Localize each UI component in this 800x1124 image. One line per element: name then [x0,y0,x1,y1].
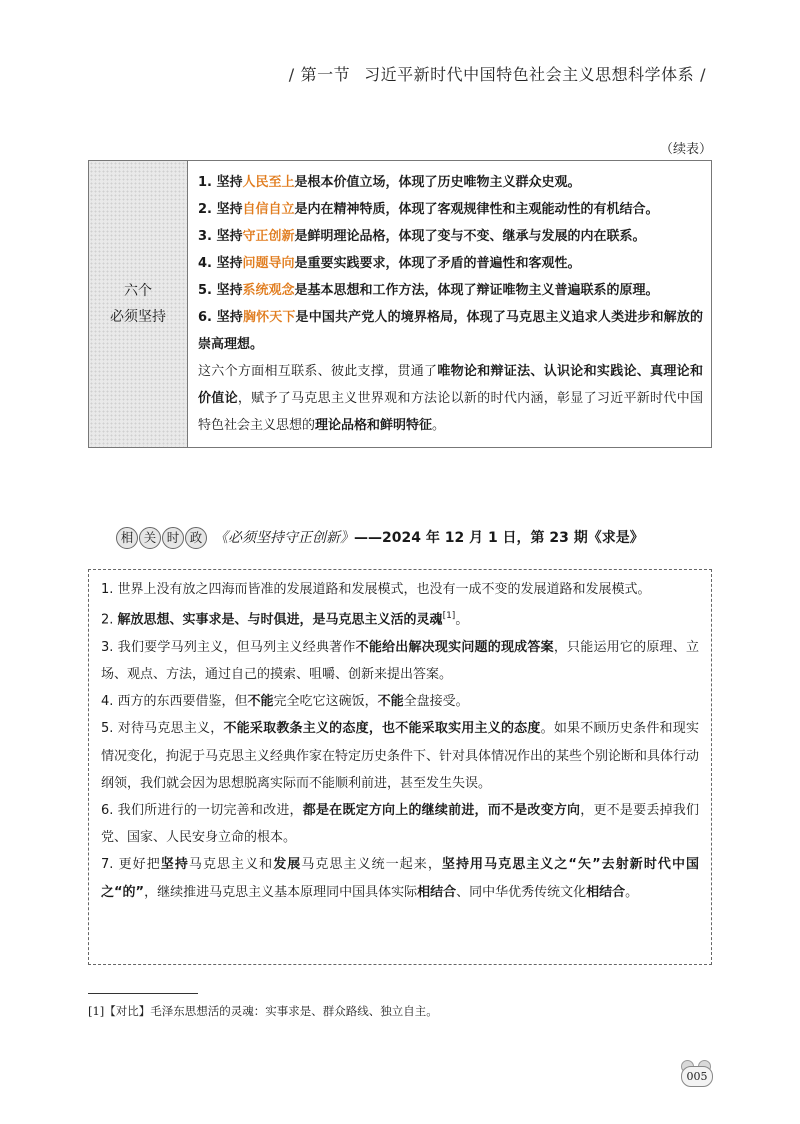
page-number: 005 [681,1066,713,1087]
footnote-ref: [1] [442,611,456,622]
continued-label: （续表） [659,142,712,157]
list-item: 4. 坚持问题导向是重要实践要求，体现了矛盾的普遍性和客观性。 [198,256,581,271]
list-item: 7. 更好把坚持马克思主义和发展马克思主义统一起来，坚持用马克思主义之“矢”去射新时代中国之“的”，继续推进马克思主义基本原理同中国具体实际相结合、同中华优秀传统文化相结合。 [101,857,699,900]
list-item: 6. 我们所进行的一切完善和改进，都是在既定方向上的继续前进，而不是改变方向，更不是要丢掉我们党、国家、人民安身立命的根本。 [101,802,699,846]
list-item: 2. 坚持自信自立是内在精神特质，体现了客观规律性和主观能动性的有机结合。 [198,202,659,217]
list-item: 1. 世界上没有放之四海而皆准的发展道路和发展模式，也没有一成不变的发展道路和发展模式。 [101,582,651,597]
six-musts-table [88,160,712,448]
list-item: 5. 坚持系统观念是基本思想和工作方法，体现了辩证唯物主义普遍联系的原理。 [198,283,659,298]
page-number-badge [679,1060,713,1086]
related-article-title: 《必须坚持守正创新》 [214,530,354,546]
row-header-line1: 六个 [124,283,152,299]
table-content-cell [188,161,712,448]
list-item: 3. 我们要学马列主义，但马列主义经典著作不能给出解决现实问题的现成答案，只能运用它的原理、立场、观点、方法，通过自己的摸索、咀嚼、创新来提出答案。 [101,639,699,682]
table-row-header [89,161,188,448]
related-politics-heading [116,527,644,549]
running-header: / 第一节 习近平新时代中国特色社会主义思想科学体系 / [288,65,706,84]
tag-char: 相 [116,527,138,549]
list-item: 1. 坚持人民至上是根本价值立场，体现了历史唯物主义群众史观。 [198,175,581,190]
tag-char: 政 [185,527,207,549]
footnote-divider [88,993,198,994]
quote-box [88,569,712,965]
related-article-source: ——2024 年 12 月 1 日，第 23 期《求是》 [354,530,644,546]
footnote: [1]【对比】毛泽东思想活的灵魂：实事求是、群众路线、独立自主。 [88,1004,438,1018]
tag-char: 关 [139,527,161,549]
section-label: 第一节 [300,65,351,84]
tag-char: 时 [162,527,184,549]
list-item: 5. 对待马克思主义，不能采取教条主义的态度，也不能采取实用主义的态度。如果不顾历史条件和现实情况变化，拘泥于马克思主义经典作家在特定历史条件下、针对具体情况作出的某些个别论断和具体行动纲领，我们就会因为思想脱离实际而不能顺利前进，甚至发生失误。 [101,721,700,791]
row-header-line2: 必须坚持 [110,309,166,325]
summary-paragraph: 这六个方面相互联系、彼此支撑，贯通了唯物论和辩证法、认识论和实践论、真理论和价值论，赋予了马克思主义世界观和方法论以新的时代内涵，彰显了习近平新时代中国特色社会主义思想的理论品格和鲜明特征。 [198,364,703,433]
list-item: 3. 坚持守正创新是鲜明理论品格，体现了变与不变、继承与发展的内在联系。 [198,229,646,244]
list-item: 6. 坚持胸怀天下是中国共产党人的境界格局，体现了马克思主义追求人类进步和解放的崇高理想。 [198,310,703,352]
list-item: 4. 西方的东西要借鉴，但不能完全吃它这碗饭，不能全盘接受。 [101,694,469,710]
section-title: 习近平新时代中国特色社会主义思想科学体系 [364,65,695,84]
list-item: 2. 解放思想、实事求是、与时俱进，是马克思主义活的灵魂[1]。 [101,611,469,628]
